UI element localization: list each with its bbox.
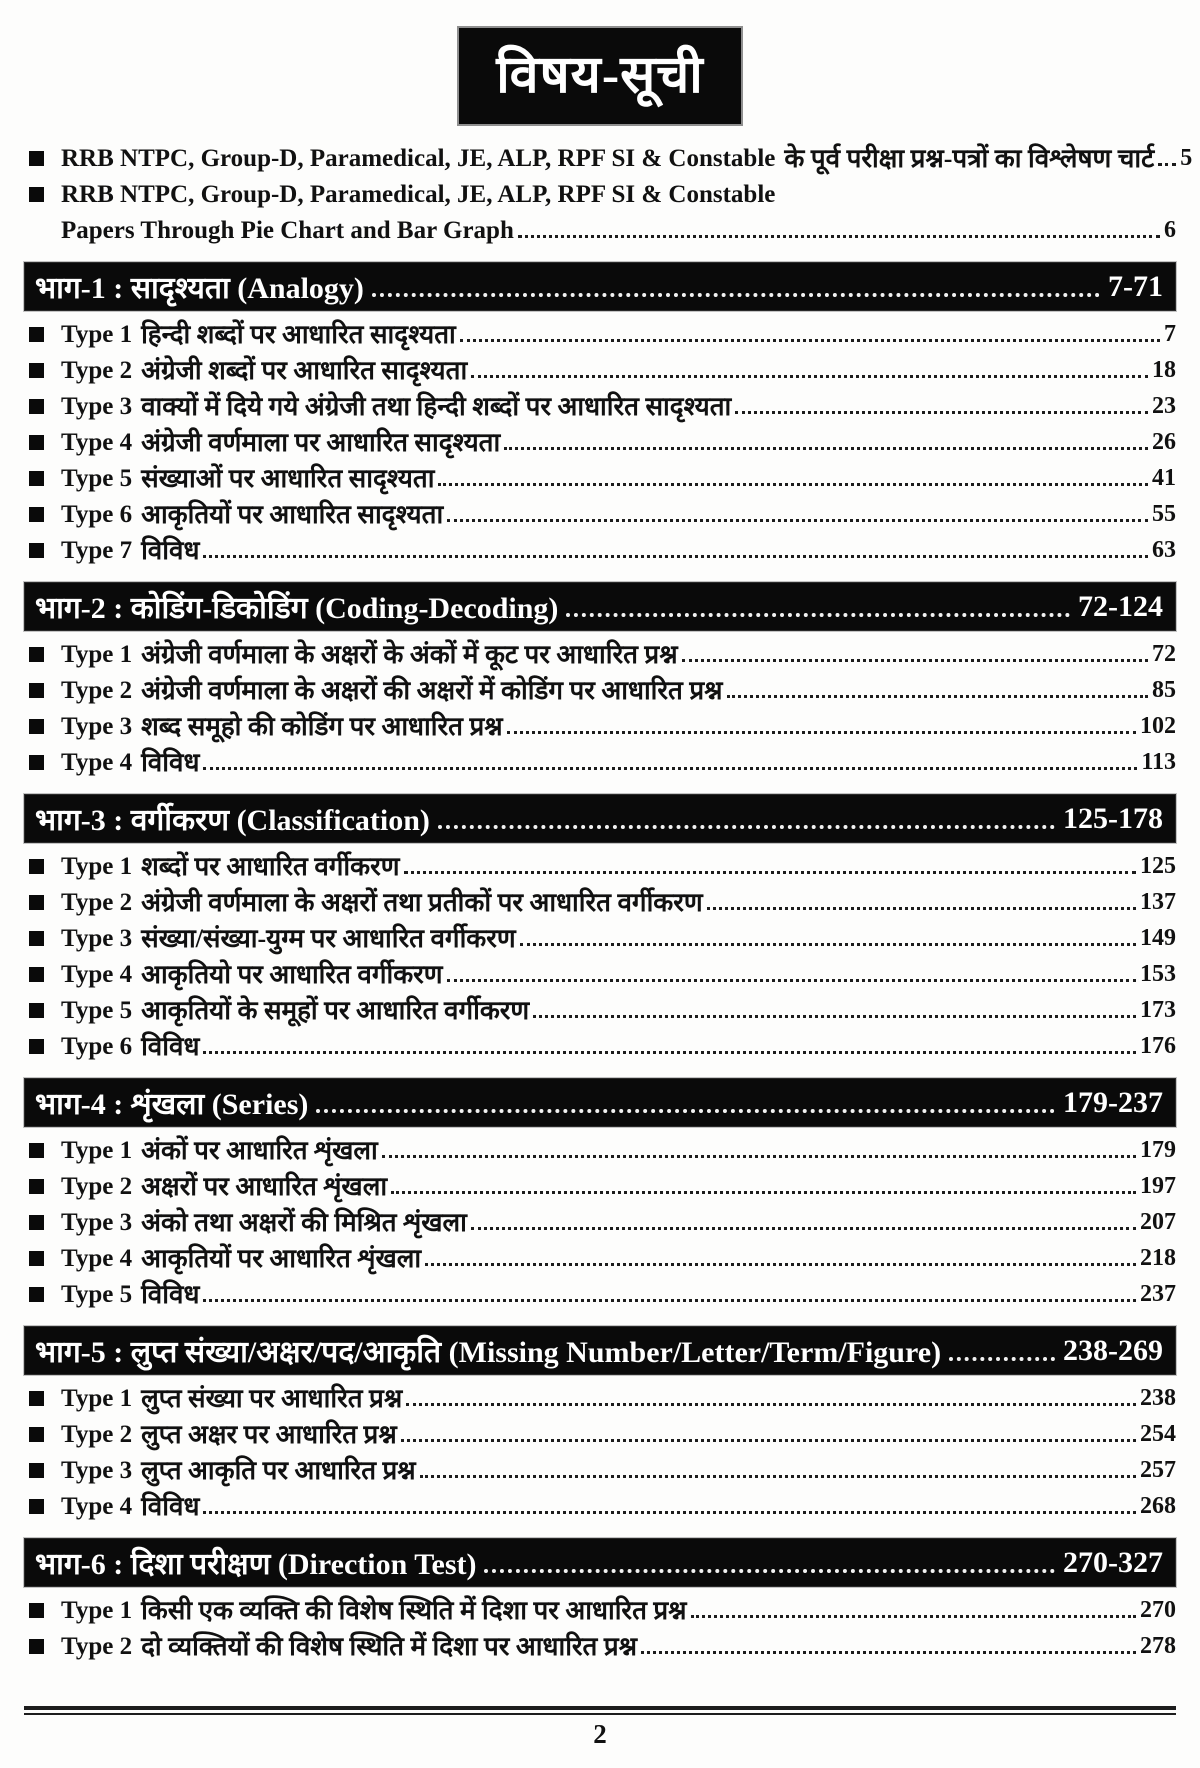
toc-item [24, 960, 1176, 989]
item-type-label: Type 2 [61, 1633, 133, 1660]
item-text: विविध [141, 1032, 200, 1061]
item-type-label: Type 3 [61, 1457, 133, 1484]
item-page-number: 257 [1140, 1457, 1176, 1483]
item-text: आकृतियों पर आधारित सादृश्यता [141, 500, 444, 529]
dotted-leader [404, 871, 1136, 874]
item-page-number: 268 [1140, 1493, 1176, 1519]
item-text: विविध [141, 748, 200, 777]
dotted-leader [420, 1475, 1136, 1478]
section-bar-6 [24, 1538, 1176, 1587]
square-bullet-icon [29, 1427, 44, 1442]
item-text: शब्दों पर आधारित वर्गीकरण [141, 852, 400, 881]
section-title: भाग-3 : वर्गीकरण (Classification) [35, 804, 430, 837]
toc-item [24, 1420, 1176, 1449]
square-bullet-icon [29, 1179, 44, 1194]
toc-item [24, 712, 1176, 741]
item-type-label: Type 4 [61, 749, 133, 776]
square-bullet-icon [29, 895, 44, 910]
toc-item [24, 1032, 1176, 1061]
square-bullet-icon [29, 1287, 44, 1302]
dotted-leader [471, 375, 1148, 378]
item-text: विविध [141, 1280, 200, 1309]
toc-item [24, 924, 1176, 953]
square-bullet-icon [29, 1003, 44, 1018]
item-page-number: 55 [1152, 501, 1176, 527]
item-page-number: 102 [1140, 713, 1176, 739]
toc-item [24, 676, 1176, 705]
square-bullet-icon [29, 399, 44, 414]
item-page-number: 41 [1152, 465, 1176, 491]
section-bar-3 [24, 794, 1176, 843]
square-bullet-icon [29, 1251, 44, 1266]
item-page-number: 63 [1152, 537, 1176, 563]
item-page-number: 113 [1141, 749, 1176, 775]
square-bullet-icon [29, 967, 44, 982]
dotted-leader [1158, 163, 1176, 166]
square-bullet-icon [29, 1499, 44, 1514]
dotted-leader [382, 1155, 1136, 1158]
dotted-leader [484, 1569, 1055, 1573]
toc-item [24, 1596, 1176, 1625]
section-title: भाग-1 : सादृश्यता (Analogy) [35, 272, 364, 305]
section-page-range: 7-71 [1108, 269, 1163, 303]
square-bullet-icon [29, 1463, 44, 1478]
dotted-leader [682, 659, 1148, 662]
item-page-number: 7 [1164, 321, 1176, 347]
item-page-number: 237 [1140, 1281, 1176, 1307]
page-footer [24, 1706, 1176, 1750]
item-page-number: 5 [1180, 145, 1193, 171]
square-bullet-icon [29, 187, 44, 202]
toc-item [24, 392, 1176, 421]
item-text: लुप्त अक्षर पर आधारित प्रश्न [141, 1420, 397, 1449]
item-page-number: 173 [1140, 997, 1176, 1023]
item-page-number: 153 [1140, 961, 1176, 987]
square-bullet-icon [29, 719, 44, 734]
square-bullet-icon [29, 151, 44, 166]
item-text: लुप्त आकृति पर आधारित प्रश्न [141, 1456, 416, 1485]
toc-item [24, 464, 1176, 493]
section-bar-5 [24, 1326, 1176, 1375]
dotted-leader [425, 1263, 1136, 1266]
item-text: संख्याओं पर आधारित सादृश्यता [141, 464, 435, 493]
contents-title: विषय-सूची [496, 47, 704, 104]
square-bullet-icon [29, 1391, 44, 1406]
item-type-label: Type 4 [61, 1493, 133, 1520]
dotted-leader [203, 1051, 1136, 1054]
item-type-label: Type 2 [61, 889, 133, 916]
dotted-leader [520, 943, 1136, 946]
section-bar-2 [24, 582, 1176, 631]
section-title: भाग-4 : शृंखला (Series) [35, 1088, 309, 1121]
toc-item [24, 1456, 1176, 1485]
item-page-number: 72 [1152, 641, 1176, 667]
item-text: किसी एक व्यक्ति की विशेष स्थिति में दिशा पर आधारित प्रश्न [141, 1596, 687, 1625]
toc-item [24, 1136, 1176, 1165]
dotted-leader [203, 555, 1148, 558]
toc-item [24, 852, 1176, 881]
item-page-number: 270 [1140, 1597, 1176, 1623]
dotted-leader [372, 293, 1100, 297]
dotted-leader [447, 979, 1136, 982]
item-page-number: 278 [1140, 1633, 1176, 1659]
square-bullet-icon [29, 363, 44, 378]
toc-item [24, 1280, 1176, 1309]
item-text: आकृतियो पर आधारित वर्गीकरण [141, 960, 443, 989]
square-bullet-icon [29, 1143, 44, 1158]
item-type-label: Type 1 [61, 1137, 133, 1164]
section-bar-1 [24, 262, 1176, 311]
dotted-leader [533, 1015, 1136, 1018]
dotted-leader [707, 907, 1136, 910]
toc-item-line2 [24, 216, 1176, 245]
dotted-leader [566, 613, 1070, 617]
toc-item [24, 428, 1176, 457]
item-page-number: 137 [1140, 889, 1176, 915]
dotted-leader [727, 695, 1148, 698]
toc-item [24, 320, 1176, 349]
item-text-english: RRB NTPC, Group-D, Paramedical, JE, ALP, RPF SI & Constable [61, 181, 776, 208]
section-bar-4 [24, 1078, 1176, 1127]
toc-item [24, 996, 1176, 1025]
item-text: अंकों पर आधारित शृंखला [141, 1136, 378, 1165]
toc-item [24, 356, 1176, 385]
item-type-label: Type 5 [61, 997, 133, 1024]
item-type-label: Type 5 [61, 465, 133, 492]
item-text: विविध [141, 536, 200, 565]
intro-items [24, 144, 1193, 252]
section-items-2 [24, 640, 1176, 784]
item-type-label: Type 5 [61, 1281, 133, 1308]
item-type-label: Type 7 [61, 537, 133, 564]
item-page-number: 176 [1140, 1033, 1176, 1059]
item-text: वाक्यों में दिये गये अंग्रेजी तथा हिन्दी शब्दों पर आधारित सादृश्यता [141, 392, 732, 421]
section-items-5 [24, 1384, 1176, 1528]
item-text: संख्या/संख्या-युग्म पर आधारित वर्गीकरण [141, 924, 516, 953]
item-type-label: Type 4 [61, 1245, 133, 1272]
item-text: दो व्यक्तियों की विशेष स्थिति में दिशा पर आधारित प्रश्न [141, 1632, 638, 1661]
dotted-leader [391, 1191, 1136, 1194]
section-items-3 [24, 852, 1176, 1068]
item-page-number: 18 [1152, 357, 1176, 383]
toc-item [24, 144, 1193, 173]
item-type-label: Type 4 [61, 429, 133, 456]
dotted-leader [316, 1109, 1055, 1113]
item-page-number: 26 [1152, 429, 1176, 455]
dotted-leader [406, 1403, 1136, 1406]
item-page-number: 238 [1140, 1385, 1176, 1411]
item-type-label: Type 1 [61, 321, 133, 348]
item-text: हिन्दी शब्दों पर आधारित सादृश्यता [141, 320, 456, 349]
dotted-leader [735, 411, 1148, 414]
section-items-4 [24, 1136, 1176, 1316]
toc-item [24, 1208, 1176, 1237]
item-page-number: 23 [1152, 393, 1176, 419]
item-text: अंग्रेजी वर्णमाला के अक्षरों के अंकों में कूट पर आधारित प्रश्न [141, 640, 678, 669]
dotted-leader [447, 519, 1148, 522]
footer-double-rule [24, 1706, 1176, 1715]
square-bullet-icon [29, 507, 44, 522]
toc-item [24, 1384, 1176, 1413]
toc-item [24, 1244, 1176, 1273]
item-type-label: Type 3 [61, 925, 133, 952]
square-bullet-icon [29, 543, 44, 558]
section-items-6 [24, 1596, 1176, 1668]
section-page-range: 72-124 [1078, 589, 1163, 623]
section-page-range: 125-178 [1063, 801, 1163, 835]
item-type-label: Type 3 [61, 393, 133, 420]
item-text: लुप्त संख्या पर आधारित प्रश्न [141, 1384, 403, 1413]
toc-item-line1 [24, 180, 1176, 209]
item-page-number: 125 [1140, 853, 1176, 879]
dotted-leader [691, 1615, 1136, 1618]
item-text-english: Papers Through Pie Chart and Bar Graph [61, 217, 514, 244]
dotted-leader [401, 1439, 1136, 1442]
item-text-hindi: के पूर्व परीक्षा प्रश्न-पत्रों का विश्लेषण चार्ट [784, 144, 1155, 173]
dotted-leader [471, 1227, 1136, 1230]
item-type-label: Type 2 [61, 1173, 133, 1200]
square-bullet-icon [29, 1215, 44, 1230]
item-page-number: 197 [1140, 1173, 1176, 1199]
item-type-label: Type 3 [61, 713, 133, 740]
dotted-leader [460, 339, 1160, 342]
square-bullet-icon [29, 859, 44, 874]
section-page-range: 270-327 [1063, 1545, 1163, 1579]
item-page-number: 254 [1140, 1421, 1176, 1447]
toc-item [24, 1492, 1176, 1521]
item-type-label: Type 1 [61, 1385, 133, 1412]
square-bullet-icon [29, 327, 44, 342]
section-page-range: 238-269 [1063, 1333, 1163, 1367]
toc-item [24, 1172, 1176, 1201]
toc-item [24, 536, 1176, 565]
dotted-leader [203, 767, 1137, 770]
dotted-leader [504, 447, 1148, 450]
item-text-english: RRB NTPC, Group-D, Paramedical, JE, ALP, RPF SI & Constable [61, 145, 776, 172]
square-bullet-icon [29, 931, 44, 946]
dotted-leader [438, 825, 1055, 829]
item-type-label: Type 6 [61, 501, 133, 528]
item-page-number: 179 [1140, 1137, 1176, 1163]
item-text: अक्षरों पर आधारित शृंखला [141, 1172, 388, 1201]
square-bullet-icon [29, 1039, 44, 1054]
item-page-number: 218 [1140, 1245, 1176, 1271]
square-bullet-icon [29, 683, 44, 698]
dotted-leader [641, 1651, 1136, 1654]
item-type-label: Type 2 [61, 357, 133, 384]
item-text: आकृतियों के समूहों पर आधारित वर्गीकरण [141, 996, 530, 1025]
square-bullet-icon [29, 647, 44, 662]
dotted-leader [203, 1511, 1136, 1514]
item-text: आकृतियों पर आधारित शृंखला [141, 1244, 422, 1273]
dotted-leader [949, 1357, 1055, 1361]
item-type-label: Type 1 [61, 1597, 133, 1624]
item-page-number: 207 [1140, 1209, 1176, 1235]
toc-item [24, 1632, 1176, 1661]
item-text: अंग्रेजी वर्णमाला के अक्षरों तथा प्रतीकों पर आधारित वर्गीकरण [141, 888, 703, 917]
square-bullet-icon [29, 755, 44, 770]
item-type-label: Type 1 [61, 853, 133, 880]
item-page-number: 6 [1164, 217, 1176, 243]
section-title: भाग-2 : कोडिंग-डिकोडिंग (Coding-Decoding) [35, 592, 559, 625]
toc-item [24, 748, 1176, 777]
page-number: 2 [593, 1719, 607, 1749]
bullet-spacer [29, 223, 44, 238]
item-type-label: Type 2 [61, 677, 133, 704]
contents-title-banner [457, 26, 743, 126]
section-items-1 [24, 320, 1176, 572]
item-text: अंग्रेजी शब्दों पर आधारित सादृश्यता [141, 356, 468, 385]
section-title: भाग-5 : लुप्त संख्या/अक्षर/पद/आकृति (Missing Number/Letter/Term/Figure) [35, 1336, 942, 1369]
item-text: अंको तथा अक्षरों की मिश्रित शृंखला [141, 1208, 467, 1237]
item-page-number: 85 [1152, 677, 1176, 703]
item-type-label: Type 4 [61, 961, 133, 988]
item-text: विविध [141, 1492, 200, 1521]
item-type-label: Type 3 [61, 1209, 133, 1236]
item-page-number: 149 [1140, 925, 1176, 951]
item-type-label: Type 2 [61, 1421, 133, 1448]
section-title: भाग-6 : दिशा परीक्षण (Direction Test) [35, 1548, 477, 1581]
toc-item [24, 888, 1176, 917]
square-bullet-icon [29, 471, 44, 486]
square-bullet-icon [29, 1603, 44, 1618]
item-text: अंग्रेजी वर्णमाला के अक्षरों की अक्षरों में कोडिंग पर आधारित प्रश्न [141, 676, 723, 705]
dotted-leader [518, 235, 1160, 238]
dotted-leader [203, 1299, 1136, 1302]
toc-item [24, 640, 1176, 669]
item-text: शब्द समूहो की कोडिंग पर आधारित प्रश्न [141, 712, 503, 741]
dotted-leader [507, 731, 1136, 734]
dotted-leader [438, 483, 1148, 486]
item-text: अंग्रेजी वर्णमाला पर आधारित सादृश्यता [141, 428, 501, 457]
item-type-label: Type 1 [61, 641, 133, 668]
square-bullet-icon [29, 435, 44, 450]
square-bullet-icon [29, 1639, 44, 1654]
item-type-label: Type 6 [61, 1033, 133, 1060]
section-page-range: 179-237 [1063, 1085, 1163, 1119]
toc-item [24, 500, 1176, 529]
